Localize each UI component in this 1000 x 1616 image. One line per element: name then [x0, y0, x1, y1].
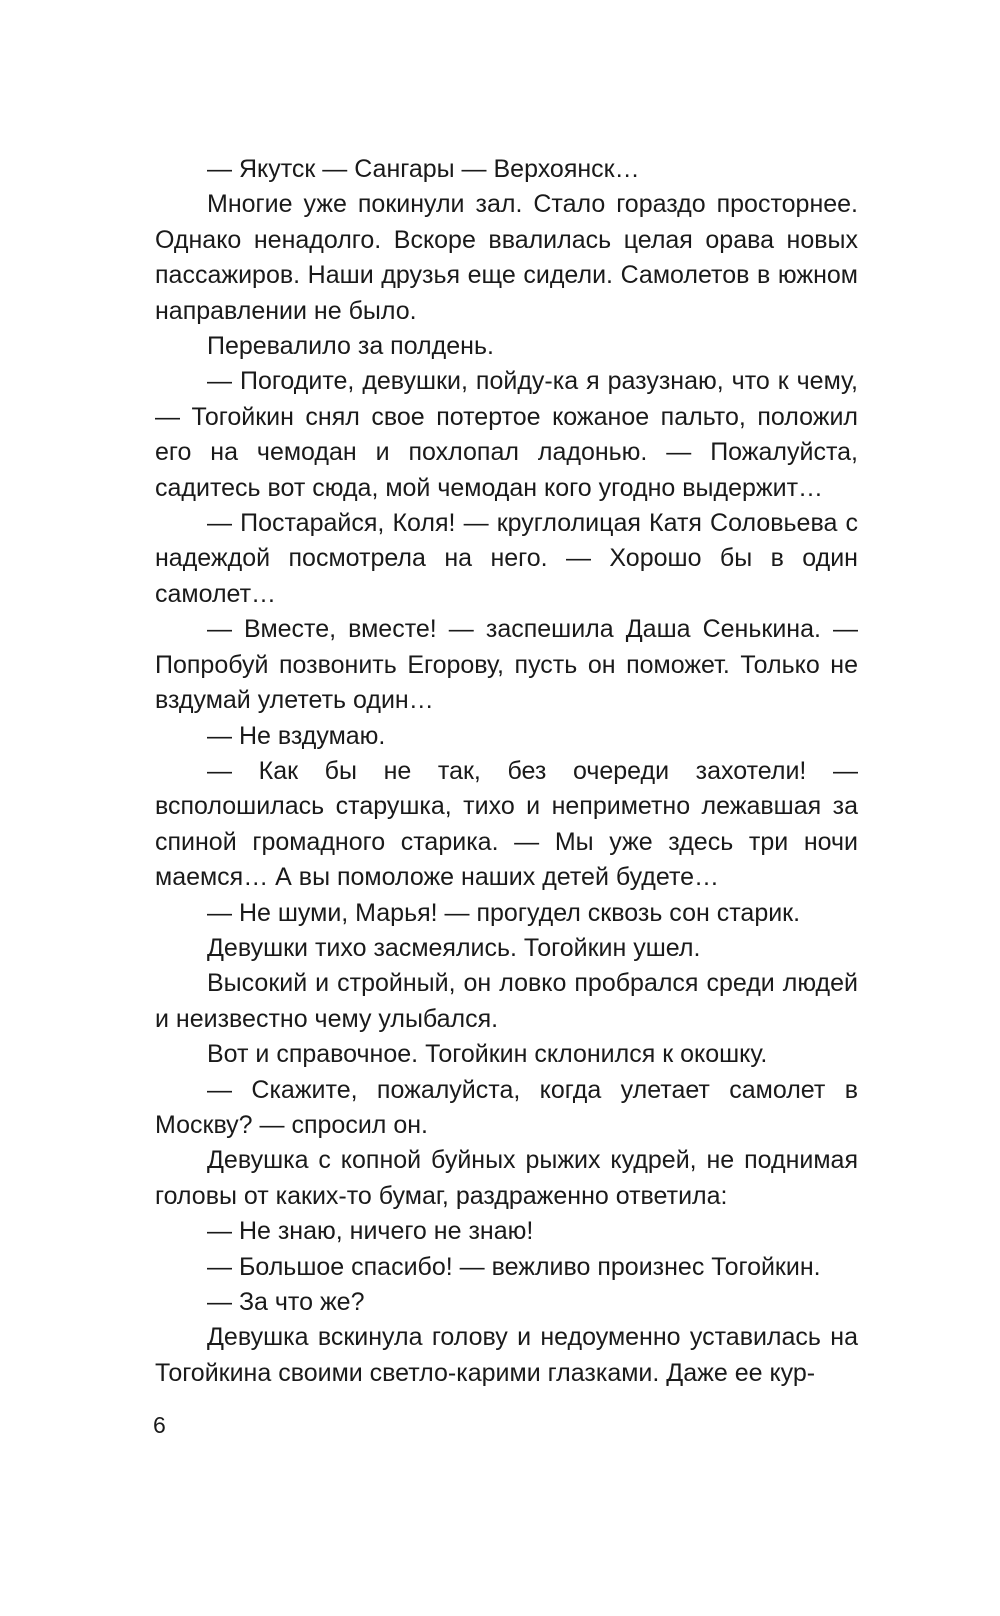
paragraph-10: Девушки тихо засмеялись. Тогойкин ушел.: [207, 933, 701, 962]
paragraph-14: Девушка с копной буйных рыжих кудрей, не поднимая головы от каких-то бумаг, раздраженно ответила:: [155, 1146, 858, 1210]
page-number: 6: [153, 1412, 166, 1438]
paragraph-9: — Не шуми, Марья! — прогудел сквозь сон старик.: [207, 898, 801, 927]
paragraph-12: Вот и справочное. Тогойкин склонился к окошку.: [207, 1040, 768, 1069]
paragraph-6: — Вместе, вместе! — заспешила Даша Сенькина. — Попробуй позвонить Егорову, пусть он поможет. Только не вздумай улететь один…: [155, 615, 858, 715]
paragraph-5: — Постарайся, Коля! — круглолицая Катя Соловьева с надеждой посмотрела на него. — Хорошо бы в один самолет…: [155, 509, 858, 608]
paragraph-15: — Не знаю, ничего не знаю!: [207, 1217, 534, 1246]
paragraph-3: Перевалило за полдень.: [207, 332, 494, 361]
paragraph-16: — Большое спасибо! — вежливо произнес Тогойкин.: [207, 1252, 821, 1281]
paragraph-7: — Не вздумаю.: [207, 721, 386, 750]
paragraph-13: — Скажите, пожалуйста, когда улетает самолет в Москву? — спросил он.: [155, 1075, 858, 1139]
paragraph-11: Высокий и стройный, он ловко пробрался среди людей и неизвестно чему улыбался.: [155, 969, 858, 1033]
paragraph-17: — За что же?: [207, 1288, 365, 1316]
paragraph-1: — Якутск — Сангары — Верхоянск…: [207, 155, 640, 183]
paragraph-18: Девушка вскинула голову и недоуменно уставилась на Тогойкина своими светло-карими глазками. Даже ее кур-: [155, 1323, 858, 1387]
page-body: [155, 152, 858, 1391]
paragraph-4: — Погодите, девушки, пойду-ка я разузнаю, что к чему, — Тогойкин снял свое потертое кожаное пальто, положил его на чемодан и похлопал ладонью. — Пожалуйста, садитесь вот сюда, мой чемодан кого угодно выдержит…: [155, 367, 858, 502]
paragraph-2: Многие уже покинули зал. Стало гораздо просторнее. Однако ненадолго. Вскоре ввалилась целая орава новых пассажиров. Наши друзья еще сидели. Самолетов в южном направлении не было.: [155, 190, 858, 325]
paragraph-8: — Как бы не так, без очереди захотели! — всполошилась старушка, тихо и неприметно лежавшая за спиной громадного старика. — Мы уже здесь три ночи маемся… А вы помоложе наших детей будете…: [155, 756, 858, 892]
